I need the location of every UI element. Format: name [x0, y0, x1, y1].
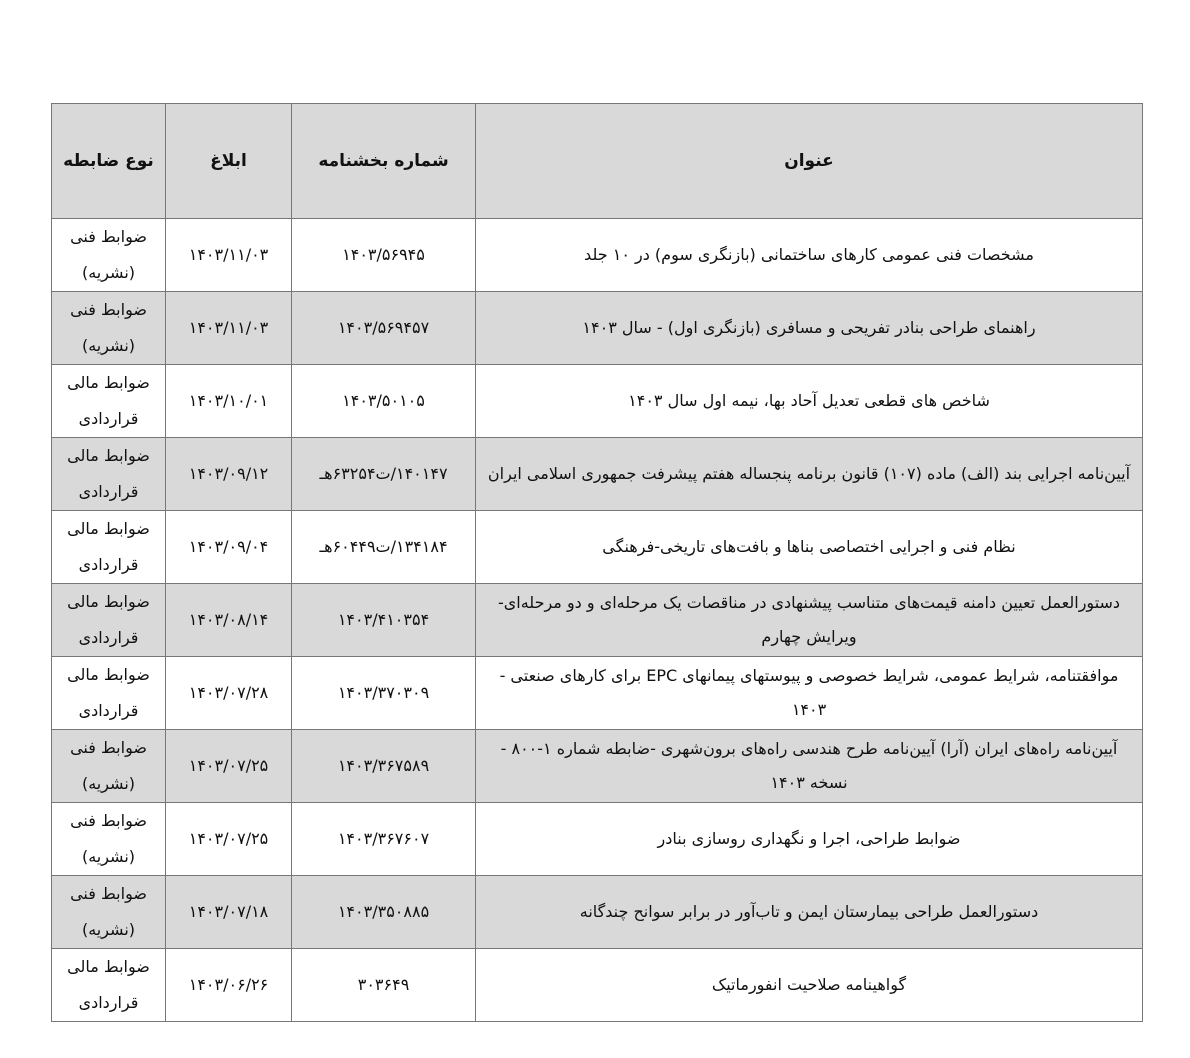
header-date: ابلاغ — [166, 104, 292, 219]
row-type — [52, 730, 166, 803]
row-date: ۱۴۰۳/۰۹/۰۴ — [166, 511, 292, 584]
table-row — [52, 438, 1143, 511]
table-row — [52, 949, 1143, 1022]
row-type-line1: ضوابط مالی — [67, 373, 150, 392]
row-type-line2: (نشریه) — [81, 263, 136, 282]
row-number: ۱۴۰۳/۳۵۰۸۸۵ — [292, 876, 476, 949]
row-date: ۱۴۰۳/۰۷/۱۸ — [166, 876, 292, 949]
row-type-line1: ضوابط مالی — [67, 519, 150, 538]
header-type: نوع ضابطه — [52, 104, 166, 219]
row-type-line2: قراردادی — [78, 701, 139, 720]
row-type — [52, 438, 166, 511]
row-type — [52, 219, 166, 292]
row-type — [52, 657, 166, 730]
header-number: شماره بخشنامه — [292, 104, 476, 219]
row-type — [52, 292, 166, 365]
row-number: ۱۳۴۱۸۴/ت۶۰۴۴۹هـ — [292, 511, 476, 584]
table-row — [52, 365, 1143, 438]
table-row — [52, 292, 1143, 365]
row-number: ۱۴۰۳/۳۶۷۶۰۷ — [292, 803, 476, 876]
row-type-line2: قراردادی — [78, 628, 139, 647]
row-number: ۱۴۰۳/۵۶۹۴۵۷ — [292, 292, 476, 365]
row-type-line2: (نشریه) — [81, 920, 136, 939]
row-type — [52, 511, 166, 584]
header-title: عنوان — [476, 104, 1143, 219]
row-date: ۱۴۰۳/۰۷/۲۵ — [166, 730, 292, 803]
row-title: دستورالعمل تعیین دامنه قیمت‌های متناسب پیشنهادی در مناقصات یک مرحله‌ای و دو مرحله‌ای-ویرایش چهارم — [476, 584, 1143, 657]
row-type-line2: قراردادی — [78, 482, 139, 501]
row-title: راهنمای طراحی بنادر تفریحی و مسافری (بازنگری اول) - سال ۱۴۰۳ — [476, 292, 1143, 365]
row-date: ۱۴۰۳/۰۷/۲۸ — [166, 657, 292, 730]
regulations-table — [51, 103, 1143, 1022]
table-row — [52, 657, 1143, 730]
row-title: گواهینامه صلاحیت انفورماتیک — [476, 949, 1143, 1022]
row-type-line1: ضوابط فنی — [70, 811, 147, 830]
row-type — [52, 584, 166, 657]
row-title: شاخص های قطعی تعدیل آحاد بها، نیمه اول سال ۱۴۰۳ — [476, 365, 1143, 438]
row-type-line1: ضوابط فنی — [70, 227, 147, 246]
row-date: ۱۴۰۳/۱۰/۰۱ — [166, 365, 292, 438]
row-number: ۱۴۰۳/۵۰۱۰۵ — [292, 365, 476, 438]
row-date: ۱۴۰۳/۰۹/۱۲ — [166, 438, 292, 511]
row-type-line1: ضوابط فنی — [70, 300, 147, 319]
row-type — [52, 949, 166, 1022]
row-type-line1: ضوابط مالی — [67, 665, 150, 684]
row-date: ۱۴۰۳/۰۸/۱۴ — [166, 584, 292, 657]
row-type-line1: ضوابط مالی — [67, 592, 150, 611]
row-date: ۱۴۰۳/۰۶/۲۶ — [166, 949, 292, 1022]
row-date: ۱۴۰۳/۱۱/۰۳ — [166, 292, 292, 365]
table-row — [52, 219, 1143, 292]
row-title: دستورالعمل طراحی بیمارستان ایمن و تاب‌آور در برابر سوانح چندگانه — [476, 876, 1143, 949]
row-type-line1: ضوابط فنی — [70, 884, 147, 903]
row-type — [52, 365, 166, 438]
row-type-line2: قراردادی — [78, 409, 139, 428]
header-row — [52, 104, 1143, 219]
table-row — [52, 730, 1143, 803]
row-date: ۱۴۰۳/۰۷/۲۵ — [166, 803, 292, 876]
row-title: ضوابط طراحی، اجرا و نگهداری روسازی بنادر — [476, 803, 1143, 876]
row-number: ۱۴۰۳/۵۶۹۴۵ — [292, 219, 476, 292]
row-type-line1: ضوابط فنی — [70, 738, 147, 757]
row-number: ۳۰۳۶۴۹ — [292, 949, 476, 1022]
row-type-line2: (نشریه) — [81, 336, 136, 355]
row-title: نظام فنی و اجرایی اختصاصی بناها و بافت‌های تاریخی-فرهنگی — [476, 511, 1143, 584]
row-number: ۱۴۰۳/۴۱۰۳۵۴ — [292, 584, 476, 657]
row-title: آیین‌نامه راه‌های ایران (آرا) آیین‌نامه طرح هندسی راه‌های برون‌شهری -ضابطه شماره ۱-۸۰۰ - نسخه ۱۴۰۳ — [476, 730, 1143, 803]
row-type-line2: (نشریه) — [81, 847, 136, 866]
row-type — [52, 803, 166, 876]
row-number: ۱۴۰۱۴۷/ت۶۳۲۵۴هـ — [292, 438, 476, 511]
row-date: ۱۴۰۳/۱۱/۰۳ — [166, 219, 292, 292]
table-row — [52, 876, 1143, 949]
table-row — [52, 803, 1143, 876]
row-title: آیین‌نامه اجرایی بند (الف) ماده (۱۰۷) قانون برنامه پنجساله هفتم پیشرفت جمهوری اسلامی ایران — [476, 438, 1143, 511]
row-type-line1: ضوابط مالی — [67, 446, 150, 465]
row-type-line1: ضوابط مالی — [67, 957, 150, 976]
row-type — [52, 876, 166, 949]
table-body — [52, 219, 1143, 1022]
table-header — [52, 104, 1143, 219]
row-type-line2: قراردادی — [78, 993, 139, 1012]
row-title: موافقتنامه، شرایط عمومی، شرایط خصوصی و پیوستهای پیمانهای EPC برای کارهای صنعتی - ۱۴۰۳ — [476, 657, 1143, 730]
row-type-line2: (نشریه) — [81, 774, 136, 793]
table-row — [52, 511, 1143, 584]
row-number: ۱۴۰۳/۳۶۷۵۸۹ — [292, 730, 476, 803]
table-row — [52, 584, 1143, 657]
row-number: ۱۴۰۳/۳۷۰۳۰۹ — [292, 657, 476, 730]
row-type-line2: قراردادی — [78, 555, 139, 574]
row-title: مشخصات فنی عمومی کارهای ساختمانی (بازنگری سوم) در ۱۰ جلد — [476, 219, 1143, 292]
